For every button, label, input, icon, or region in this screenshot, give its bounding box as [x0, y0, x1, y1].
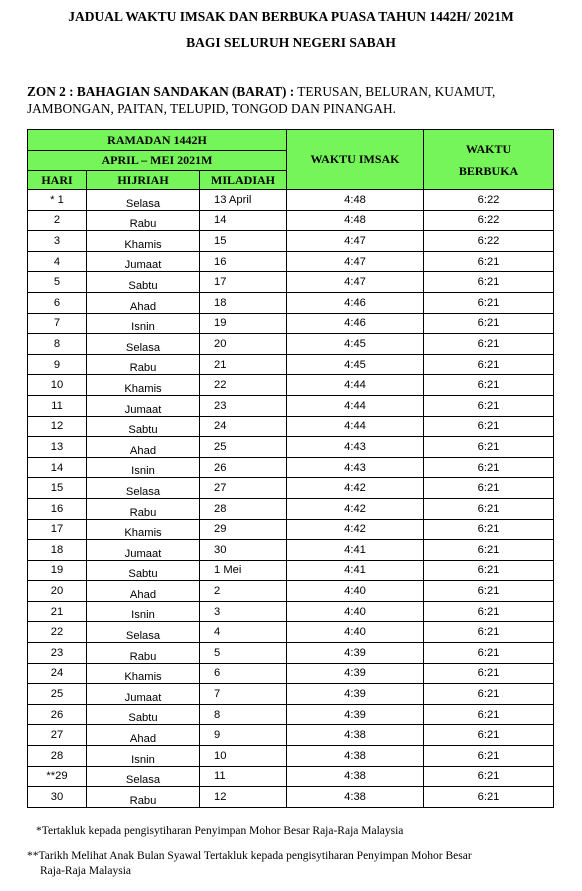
berbuka-time-cell: 6:21: [424, 540, 554, 561]
table-row: [28, 766, 554, 787]
miladiah-date-cell: 16: [200, 251, 287, 272]
day-number-cell: 18: [28, 540, 87, 561]
imsak-time-cell: 4:44: [287, 395, 424, 416]
miladiah-date-cell: 2: [200, 581, 287, 602]
berbuka-time-cell: 6:21: [424, 292, 554, 313]
table-row: [28, 190, 554, 211]
berbuka-time-cell: 6:21: [424, 643, 554, 664]
miladiah-date-cell: 11: [200, 766, 287, 787]
miladiah-date-cell: 23: [200, 395, 287, 416]
imsak-time-cell: 4:38: [287, 725, 424, 746]
berbuka-time-cell: 6:22: [424, 190, 554, 211]
imsak-time-cell: 4:46: [287, 292, 424, 313]
day-number-cell: **29: [28, 766, 87, 787]
berbuka-time-cell: 6:21: [424, 354, 554, 375]
berbuka-time-cell: 6:21: [424, 787, 554, 808]
hijriah-day-cell: Isnin: [87, 601, 200, 622]
day-number-cell: 8: [28, 334, 87, 355]
imsak-time-cell: 4:39: [287, 704, 424, 725]
berbuka-time-cell: 6:21: [424, 272, 554, 293]
berbuka-time-cell: 6:21: [424, 746, 554, 767]
berbuka-time-cell: 6:21: [424, 437, 554, 458]
table-row: [28, 622, 554, 643]
berbuka-time-cell: 6:21: [424, 601, 554, 622]
table-row: [28, 663, 554, 684]
table-row: [28, 334, 554, 355]
hijriah-day-cell: Sabtu: [87, 560, 200, 581]
hijriah-day-cell: Isnin: [87, 457, 200, 478]
miladiah-date-cell: 9: [200, 725, 287, 746]
hijriah-day-cell: Khamis: [87, 231, 200, 252]
imsak-time-cell: 4:39: [287, 663, 424, 684]
day-number-cell: 28: [28, 746, 87, 767]
day-number-cell: 7: [28, 313, 87, 334]
hijriah-day-cell: Ahad: [87, 581, 200, 602]
day-number-cell: 11: [28, 395, 87, 416]
berbuka-time-cell: 6:21: [424, 663, 554, 684]
miladiah-date-cell: 5: [200, 643, 287, 664]
hijriah-day-cell: Rabu: [87, 498, 200, 519]
day-number-cell: 22: [28, 622, 87, 643]
imsak-time-cell: 4:42: [287, 519, 424, 540]
hijriah-day-cell: Ahad: [87, 292, 200, 313]
table-row: [28, 251, 554, 272]
table-row: [28, 292, 554, 313]
miladiah-date-cell: 6: [200, 663, 287, 684]
imsak-time-cell: 4:40: [287, 581, 424, 602]
table-row: [28, 519, 554, 540]
day-number-cell: 17: [28, 519, 87, 540]
table-row: [28, 725, 554, 746]
imsak-time-cell: 4:43: [287, 457, 424, 478]
hijriah-day-cell: Ahad: [87, 725, 200, 746]
day-number-cell: 15: [28, 478, 87, 499]
schedule-table: [27, 129, 554, 808]
hijriah-day-cell: Rabu: [87, 210, 200, 231]
hijriah-day-cell: Selasa: [87, 478, 200, 499]
table-row: [28, 231, 554, 252]
day-number-cell: 21: [28, 601, 87, 622]
hijriah-day-cell: Ahad: [87, 437, 200, 458]
hijriah-day-cell: Selasa: [87, 766, 200, 787]
miladiah-date-cell: 13 April: [200, 190, 287, 211]
hijriah-day-cell: Sabtu: [87, 704, 200, 725]
miladiah-date-cell: 24: [200, 416, 287, 437]
imsak-time-cell: 4:45: [287, 334, 424, 355]
table-row: [28, 457, 554, 478]
table-row: [28, 684, 554, 705]
day-number-cell: 26: [28, 704, 87, 725]
table-row: [28, 272, 554, 293]
imsak-time-cell: 4:40: [287, 622, 424, 643]
hijriah-day-cell: Isnin: [87, 746, 200, 767]
table-row: [28, 704, 554, 725]
miladiah-date-cell: 30: [200, 540, 287, 561]
berbuka-time-cell: 6:21: [424, 581, 554, 602]
miladiah-date-cell: 1 Mei: [200, 560, 287, 581]
berbuka-header-line2: BERBUKA: [458, 163, 519, 178]
imsak-time-cell: 4:42: [287, 478, 424, 499]
table-row: [28, 437, 554, 458]
hijriah-day-cell: Jumaat: [87, 684, 200, 705]
berbuka-time-cell: 6:21: [424, 622, 554, 643]
month-header: APRIL – MEI 2021M: [28, 151, 287, 171]
berbuka-time-cell: 6:21: [424, 766, 554, 787]
berbuka-time-cell: 6:21: [424, 251, 554, 272]
berbuka-time-cell: 6:21: [424, 313, 554, 334]
miladiah-date-cell: 8: [200, 704, 287, 725]
imsak-time-cell: 4:47: [287, 231, 424, 252]
berbuka-time-cell: 6:21: [424, 334, 554, 355]
hijriah-day-cell: Rabu: [87, 787, 200, 808]
miladiah-date-cell: 3: [200, 601, 287, 622]
imsak-time-cell: 4:46: [287, 313, 424, 334]
day-number-cell: 30: [28, 787, 87, 808]
table-row: [28, 416, 554, 437]
berbuka-time-cell: 6:21: [424, 375, 554, 396]
miladiah-date-cell: 29: [200, 519, 287, 540]
hijriah-day-cell: Jumaat: [87, 251, 200, 272]
berbuka-time-cell: 6:22: [424, 210, 554, 231]
miladiah-date-cell: 10: [200, 746, 287, 767]
imsak-time-cell: 4:41: [287, 540, 424, 561]
zone-areas: TERUSAN, BELURAN, KUAMUT, JAMBONGAN, PAITAN, TELUPID, TONGOD DAN PINANGAH.: [27, 84, 496, 116]
day-number-cell: 4: [28, 251, 87, 272]
imsak-time-cell: 4:48: [287, 190, 424, 211]
hari-header: HARI: [28, 171, 87, 190]
berbuka-header-line1: WAKTU: [465, 141, 512, 156]
day-number-cell: 25: [28, 684, 87, 705]
miladiah-date-cell: 25: [200, 437, 287, 458]
table-row: [28, 498, 554, 519]
day-number-cell: 2: [28, 210, 87, 231]
footnote-2: [27, 849, 567, 879]
hijriah-day-cell: Khamis: [87, 663, 200, 684]
imsak-header: WAKTU IMSAK: [287, 130, 424, 190]
table-row: [28, 601, 554, 622]
table-row: [28, 395, 554, 416]
hijriah-header: HIJRIAH: [87, 171, 200, 190]
day-number-cell: 6: [28, 292, 87, 313]
day-number-cell: 23: [28, 643, 87, 664]
imsak-time-cell: 4:44: [287, 375, 424, 396]
imsak-time-cell: 4:42: [287, 498, 424, 519]
hijriah-day-cell: Sabtu: [87, 416, 200, 437]
imsak-time-cell: 4:47: [287, 272, 424, 293]
table-row: [28, 478, 554, 499]
berbuka-time-cell: 6:21: [424, 560, 554, 581]
imsak-time-cell: 4:48: [287, 210, 424, 231]
table-row: [28, 746, 554, 767]
hijriah-day-cell: Jumaat: [87, 395, 200, 416]
day-number-cell: 13: [28, 437, 87, 458]
berbuka-time-cell: 6:21: [424, 498, 554, 519]
table-row: [28, 787, 554, 808]
zone-description: [27, 83, 567, 117]
table-row: [28, 560, 554, 581]
hijriah-day-cell: Isnin: [87, 313, 200, 334]
miladiah-date-cell: 18: [200, 292, 287, 313]
miladiah-date-cell: 20: [200, 334, 287, 355]
imsak-time-cell: 4:39: [287, 643, 424, 664]
day-number-cell: 14: [28, 457, 87, 478]
miladiah-date-cell: 12: [200, 787, 287, 808]
berbuka-time-cell: 6:21: [424, 478, 554, 499]
table-row: [28, 375, 554, 396]
berbuka-time-cell: 6:21: [424, 519, 554, 540]
schedule-body: [28, 190, 554, 808]
table-row: [28, 210, 554, 231]
day-number-cell: 24: [28, 663, 87, 684]
day-number-cell: 10: [28, 375, 87, 396]
hijriah-day-cell: Sabtu: [87, 272, 200, 293]
miladiah-header: MILADIAH: [200, 171, 287, 190]
imsak-time-cell: 4:47: [287, 251, 424, 272]
table-row: [28, 581, 554, 602]
hijriah-day-cell: Rabu: [87, 354, 200, 375]
berbuka-time-cell: 6:21: [424, 704, 554, 725]
imsak-time-cell: 4:39: [287, 684, 424, 705]
berbuka-time-cell: 6:21: [424, 395, 554, 416]
berbuka-time-cell: 6:21: [424, 457, 554, 478]
day-number-cell: 12: [28, 416, 87, 437]
imsak-time-cell: 4:44: [287, 416, 424, 437]
hijriah-day-cell: Jumaat: [87, 540, 200, 561]
miladiah-date-cell: 28: [200, 498, 287, 519]
table-row: [28, 313, 554, 334]
berbuka-header: [424, 130, 554, 190]
imsak-time-cell: 4:38: [287, 766, 424, 787]
miladiah-date-cell: 15: [200, 231, 287, 252]
miladiah-date-cell: 19: [200, 313, 287, 334]
day-number-cell: 20: [28, 581, 87, 602]
miladiah-date-cell: 14: [200, 210, 287, 231]
day-number-cell: 3: [28, 231, 87, 252]
day-number-cell: 27: [28, 725, 87, 746]
hijriah-day-cell: Selasa: [87, 622, 200, 643]
ramadan-header: RAMADAN 1442H: [28, 130, 287, 151]
document-subtitle: BAGI SELURUH NEGERI SABAH: [186, 35, 396, 50]
imsak-time-cell: 4:40: [287, 601, 424, 622]
day-number-cell: 5: [28, 272, 87, 293]
hijriah-day-cell: Rabu: [87, 643, 200, 664]
day-number-cell: 9: [28, 354, 87, 375]
imsak-time-cell: 4:43: [287, 437, 424, 458]
footnote-2-line1: **Tarikh Melihat Anak Bulan Syawal Tertakluk kepada pengisytiharan Penyimpan Mohor Besar: [27, 850, 472, 862]
imsak-time-cell: 4:38: [287, 746, 424, 767]
hijriah-day-cell: Selasa: [87, 334, 200, 355]
miladiah-date-cell: 27: [200, 478, 287, 499]
table-row: [28, 354, 554, 375]
hijriah-day-cell: Selasa: [87, 190, 200, 211]
document-title: JADUAL WAKTU IMSAK DAN BERBUKA PUASA TAHUN 1442H/ 2021M: [68, 9, 514, 24]
table-row: [28, 643, 554, 664]
berbuka-time-cell: 6:22: [424, 231, 554, 252]
hijriah-day-cell: Khamis: [87, 375, 200, 396]
hijriah-day-cell: Khamis: [87, 519, 200, 540]
day-number-cell: * 1: [28, 190, 87, 211]
berbuka-time-cell: 6:21: [424, 684, 554, 705]
footnote-2-line2: Raja-Raja Malaysia: [40, 865, 132, 877]
miladiah-date-cell: 17: [200, 272, 287, 293]
berbuka-time-cell: 6:21: [424, 725, 554, 746]
imsak-time-cell: 4:38: [287, 787, 424, 808]
zone-label: ZON 2 : BAHAGIAN SANDAKAN (BARAT) :: [27, 84, 295, 99]
miladiah-date-cell: 4: [200, 622, 287, 643]
table-row: [28, 540, 554, 561]
footnote-1: *Tertakluk kepada pengisytiharan Penyimpan Mohor Besar Raja-Raja Malaysia: [36, 825, 404, 837]
miladiah-date-cell: 7: [200, 684, 287, 705]
imsak-time-cell: 4:41: [287, 560, 424, 581]
miladiah-date-cell: 26: [200, 457, 287, 478]
day-number-cell: 16: [28, 498, 87, 519]
miladiah-date-cell: 21: [200, 354, 287, 375]
imsak-time-cell: 4:45: [287, 354, 424, 375]
day-number-cell: 19: [28, 560, 87, 581]
berbuka-time-cell: 6:21: [424, 416, 554, 437]
miladiah-date-cell: 22: [200, 375, 287, 396]
